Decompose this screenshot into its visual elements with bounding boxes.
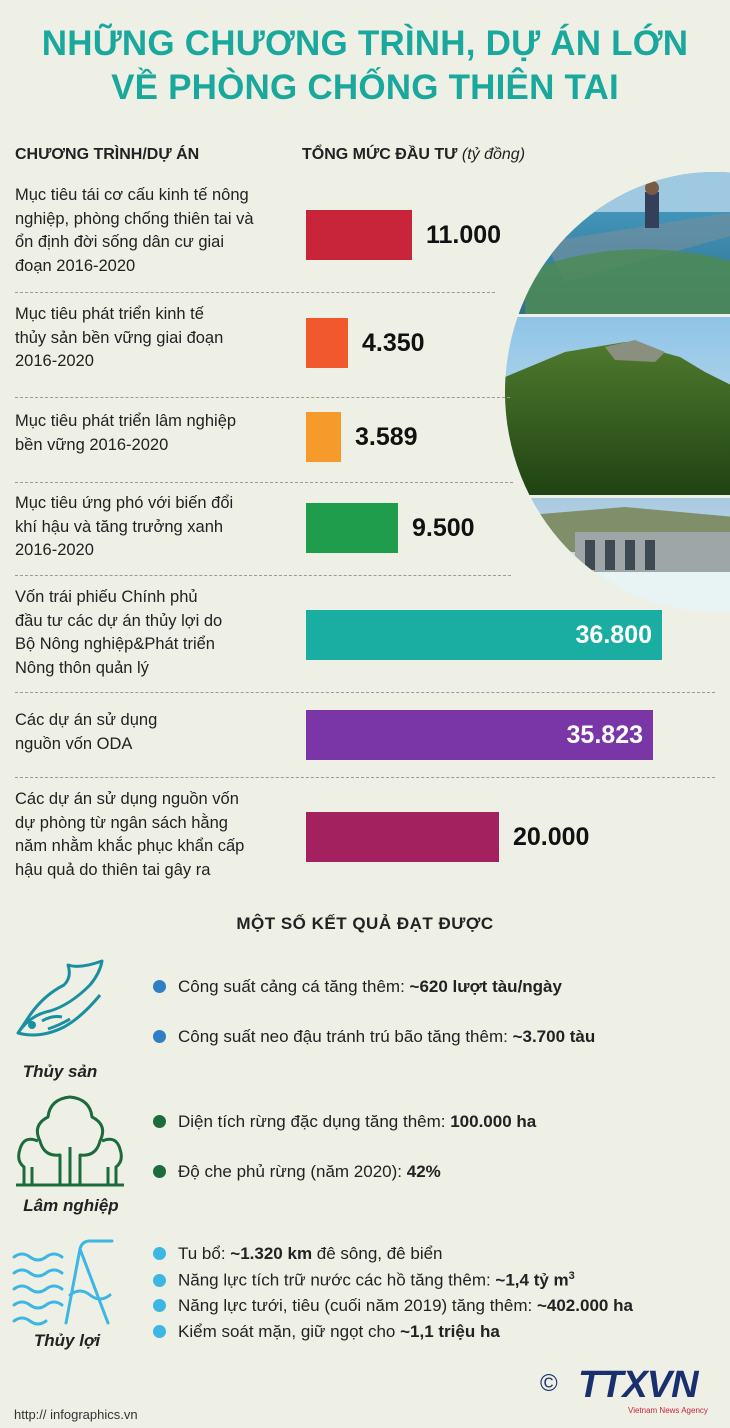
result-item	[153, 977, 562, 997]
row-label-line: bền vững 2016-2020	[15, 435, 169, 454]
row-divider	[15, 692, 715, 693]
bullet-dot	[153, 980, 166, 993]
row-label	[15, 410, 290, 457]
result-text: Công suất cảng cá tăng thêm:	[178, 977, 410, 996]
tree-icon	[14, 1085, 126, 1190]
bar-value-label: 4.350	[362, 329, 425, 357]
header-unit: (tỷ đồng)	[461, 146, 526, 163]
row-label-line: đầu tư các dự án thủy lợi do	[15, 611, 223, 630]
copyright-symbol: ©	[540, 1370, 558, 1397]
bullet-dot	[153, 1325, 166, 1338]
bar-value-label: 3.589	[355, 423, 418, 451]
result-item	[153, 1322, 500, 1342]
row-label-line: Các dự án sử dụng	[15, 711, 158, 729]
row-label	[15, 709, 290, 756]
water-icon	[10, 1235, 120, 1327]
result-value: ~1.320 km	[230, 1244, 313, 1263]
row-label-line: Bộ Nông nghiệp&Phát triển	[15, 635, 215, 653]
row-divider	[15, 777, 715, 778]
result-item	[153, 1112, 536, 1132]
logo-subtitle: Vietnam News Agency	[628, 1406, 708, 1415]
results-title: MỘT SỐ KẾT QUẢ ĐẠT ĐƯỢC	[236, 914, 494, 933]
row-label-line: hậu quả do thiên tai gây ra	[15, 860, 211, 879]
result-value: ~402.000 ha	[536, 1296, 633, 1315]
photo-collage-svg	[505, 172, 730, 612]
bar-value-label: 11.000	[426, 221, 502, 249]
bar-value-label: 36.800	[575, 621, 652, 649]
row-label-line: Mục tiêu phát triển kinh tế	[15, 305, 204, 323]
bullet-dot	[153, 1030, 166, 1043]
row-label-line: thủy sản bền vững giai đoạn	[15, 328, 224, 347]
bullet-dot	[153, 1274, 166, 1287]
row-divider	[15, 482, 513, 483]
result-text-after: đê sông, đê biển	[312, 1244, 443, 1263]
result-value: ~1,4 tỷ m	[495, 1270, 569, 1290]
row-label	[15, 184, 290, 278]
result-text: Độ che phủ rừng (năm 2020):	[178, 1162, 407, 1181]
row-label-line: 2016-2020	[15, 352, 94, 370]
row-label-line: khí hậu và tăng trưởng xanh	[15, 517, 224, 536]
result-text: Năng lực tưới, tiêu (cuối năm 2019) tăng thêm:	[178, 1296, 537, 1315]
fish-icon	[10, 955, 110, 1047]
result-item	[153, 1162, 441, 1182]
result-value: 100.000 ha	[450, 1112, 537, 1131]
row-divider	[15, 575, 511, 576]
bullet-dot	[153, 1247, 166, 1260]
row-label-line: Vốn trái phiếu Chính phủ	[15, 588, 198, 606]
row-divider	[15, 397, 510, 398]
result-item	[153, 1270, 575, 1291]
result-text: Diện tích rừng đặc dụng tăng thêm:	[178, 1112, 451, 1131]
result-value: 42%	[406, 1162, 441, 1181]
category-label-thuy-loi: Thủy lợi	[33, 1331, 101, 1350]
bar	[306, 318, 348, 368]
bullet-dot	[153, 1115, 166, 1128]
header-program: CHƯƠNG TRÌNH/DỰ ÁN	[15, 146, 200, 163]
row-label-line: đoạn 2016-2020	[15, 256, 136, 275]
row-label-line: Mục tiêu ứng phó với biến đổi	[15, 494, 234, 512]
result-text: Năng lực tích trữ nước các hồ tăng thêm:	[178, 1270, 496, 1290]
footer-url[interactable]: http:// infographics.vn	[14, 1407, 138, 1422]
logo-text: TTXVN	[578, 1364, 698, 1406]
row-label	[15, 492, 290, 563]
row-label	[15, 586, 290, 680]
bullet-dot	[153, 1299, 166, 1312]
result-text: Kiểm soát mặn, giữ ngọt cho	[178, 1322, 401, 1341]
header-investment	[302, 146, 525, 164]
page-title	[0, 22, 730, 110]
row-divider	[15, 292, 495, 293]
row-label-line: dự phòng từ ngân sách hằng	[15, 813, 228, 832]
bar	[306, 210, 412, 260]
bar	[306, 812, 499, 862]
title-line-2: VỀ PHÒNG CHỐNG THIÊN TAI	[111, 68, 619, 107]
result-item	[153, 1296, 633, 1316]
result-value: ~1,1 triệu ha	[400, 1322, 500, 1341]
row-label	[15, 303, 290, 374]
row-label-line: năm nhằm khắc phục khẩn cấp	[15, 837, 245, 855]
bullet-dot	[153, 1165, 166, 1178]
row-label-line: 2016-2020	[15, 541, 94, 559]
row-label-line: nguồn vốn ODA	[15, 734, 133, 753]
bar-value-label: 35.823	[566, 721, 643, 749]
row-label-line: Mục tiêu tái cơ cấu kinh tế nông	[15, 186, 249, 204]
row-label	[15, 788, 290, 882]
bar	[306, 412, 341, 462]
result-value: ~3.700 tàu	[512, 1027, 596, 1046]
bar	[306, 503, 398, 553]
category-label-thuy-san: Thủy sản	[22, 1062, 98, 1081]
result-text: Tu bổ:	[178, 1244, 231, 1263]
bar-value-label: 20.000	[513, 823, 590, 851]
row-label-line: Nông thôn quản lý	[15, 658, 149, 677]
header-investment-text: TỔNG MỨC ĐẦU TƯ	[302, 146, 458, 163]
photo-collage	[505, 172, 730, 612]
row-label-line: Mục tiêu phát triển lâm nghiệp	[15, 412, 237, 430]
category-label-lam-nghiep: Lâm nghiệp	[23, 1196, 119, 1215]
bar-value-label: 9.500	[412, 514, 475, 542]
row-label-line: Các dự án sử dụng nguồn vốn	[15, 790, 239, 808]
result-text: Công suất neo đậu tránh trú bão tăng thêm:	[178, 1027, 513, 1046]
result-superscript: 3	[568, 1270, 575, 1282]
row-label-line: ổn định đời sống dân cư giai	[15, 233, 225, 251]
title-line-1: NHỮNG CHƯƠNG TRÌNH, DỰ ÁN LỚN	[41, 24, 689, 63]
row-label-line: nghiệp, phòng chống thiên tai và	[15, 209, 254, 228]
result-item	[153, 1027, 595, 1047]
result-value: ~620 lượt tàu/ngày	[409, 977, 562, 996]
result-item	[153, 1244, 443, 1264]
